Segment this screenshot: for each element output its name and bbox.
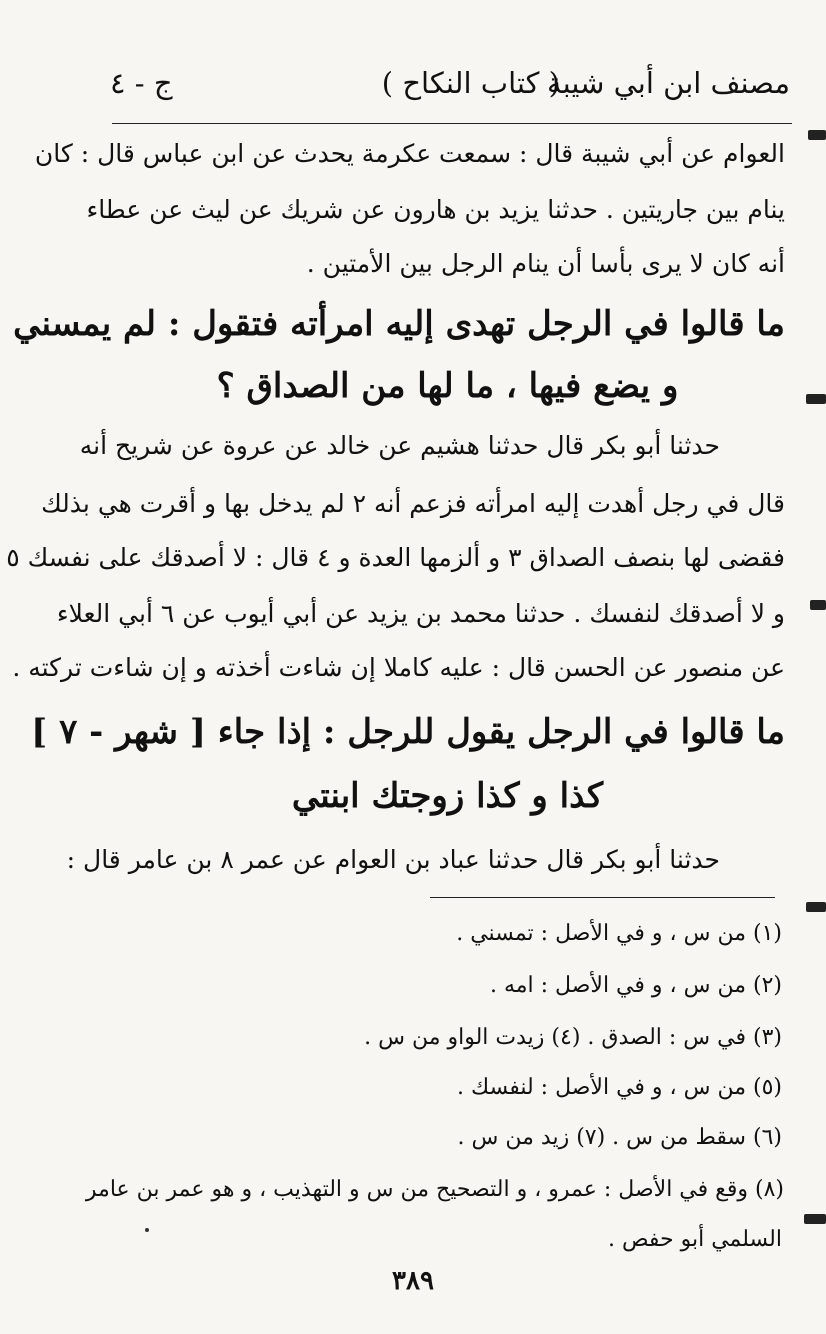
- chapter-heading: كذا و كذا زوجتك ابنتي: [291, 776, 604, 816]
- page-number: ٣٨٩: [392, 1266, 434, 1296]
- footnote: السلمي أبو حفص .: [607, 1227, 782, 1252]
- chapter-heading: و يضع فيها ، ما لها من الصداق ؟: [216, 366, 679, 406]
- scan-edge-mark: [808, 130, 826, 140]
- scan-edge-mark: [810, 600, 826, 610]
- text-line: فقضى لها بنصف الصداق ٣ و ألزمها العدة و ٤ قال : لا أصدقك على نفسك ٥: [6, 543, 785, 572]
- book-title: مصنف ابن أبي شيبة: [547, 66, 790, 100]
- footnote: (٢) من س ، و في الأصل : امه .: [489, 973, 782, 998]
- volume-number: ج - ٤: [110, 66, 173, 100]
- scan-edge-mark: [806, 394, 826, 404]
- scan-edge-mark: [806, 902, 826, 912]
- footnote: (٥) من س ، و في الأصل : لنفسك .: [457, 1075, 782, 1100]
- scan-edge-mark: [804, 1214, 826, 1224]
- ink-speck: [145, 1228, 149, 1232]
- footnote-rule: [430, 897, 775, 898]
- running-header: [110, 66, 790, 116]
- text-line: حدثنا أبو بكر قال حدثنا عباد بن العوام عن عمر ٨ بن عامر قال :: [66, 845, 720, 874]
- text-line: و لا أصدقك لنفسك . حدثنا محمد بن يزيد عن أبي أيوب عن ٦ أبي العلاء: [56, 599, 785, 628]
- chapter-heading: ما قالوا في الرجل تهدى إليه امرأته فتقول : لم يمسني: [13, 304, 785, 344]
- text-line: عن منصور عن الحسن قال : عليه كاملا إن شاءت أخذته و إن شاءت تركته .: [12, 653, 785, 682]
- footnote: (٦) سقط من س . (٧) زيد من س .: [457, 1125, 782, 1150]
- footnote: (٣) في س : الصدق . (٤) زيدت الواو من س .: [364, 1025, 782, 1050]
- text-line: ينام بين جاريتين . حدثنا يزيد بن هارون عن شريك عن ليث عن عطاء: [86, 195, 785, 224]
- text-line: العوام عن أبي شيبة قال : سمعت عكرمة يحدث عن ابن عباس قال : كان: [34, 139, 785, 168]
- header-rule: [112, 123, 792, 124]
- section-title: ( كتاب النكاح ): [381, 66, 560, 100]
- text-line: حدثنا أبو بكر قال حدثنا هشيم عن خالد عن عروة عن شريح أنه: [79, 431, 720, 460]
- text-line: أنه كان لا يرى بأسا أن ينام الرجل بين الأمتين .: [306, 249, 785, 278]
- text-line: قال في رجل أهدت إليه امرأته فزعم أنه ٢ لم يدخل بها و أقرت هي بذلك: [41, 489, 785, 518]
- footnote: (١) من س ، و في الأصل : تمسني .: [456, 921, 782, 946]
- chapter-heading: ما قالوا في الرجل يقول للرجل : إذا جاء [ شهر - ٧ ]: [31, 712, 785, 752]
- footnote: (٨) وقع في الأصل : عمرو ، و التصحيح من س و التهذيب ، و هو عمر بن عامر: [85, 1177, 784, 1202]
